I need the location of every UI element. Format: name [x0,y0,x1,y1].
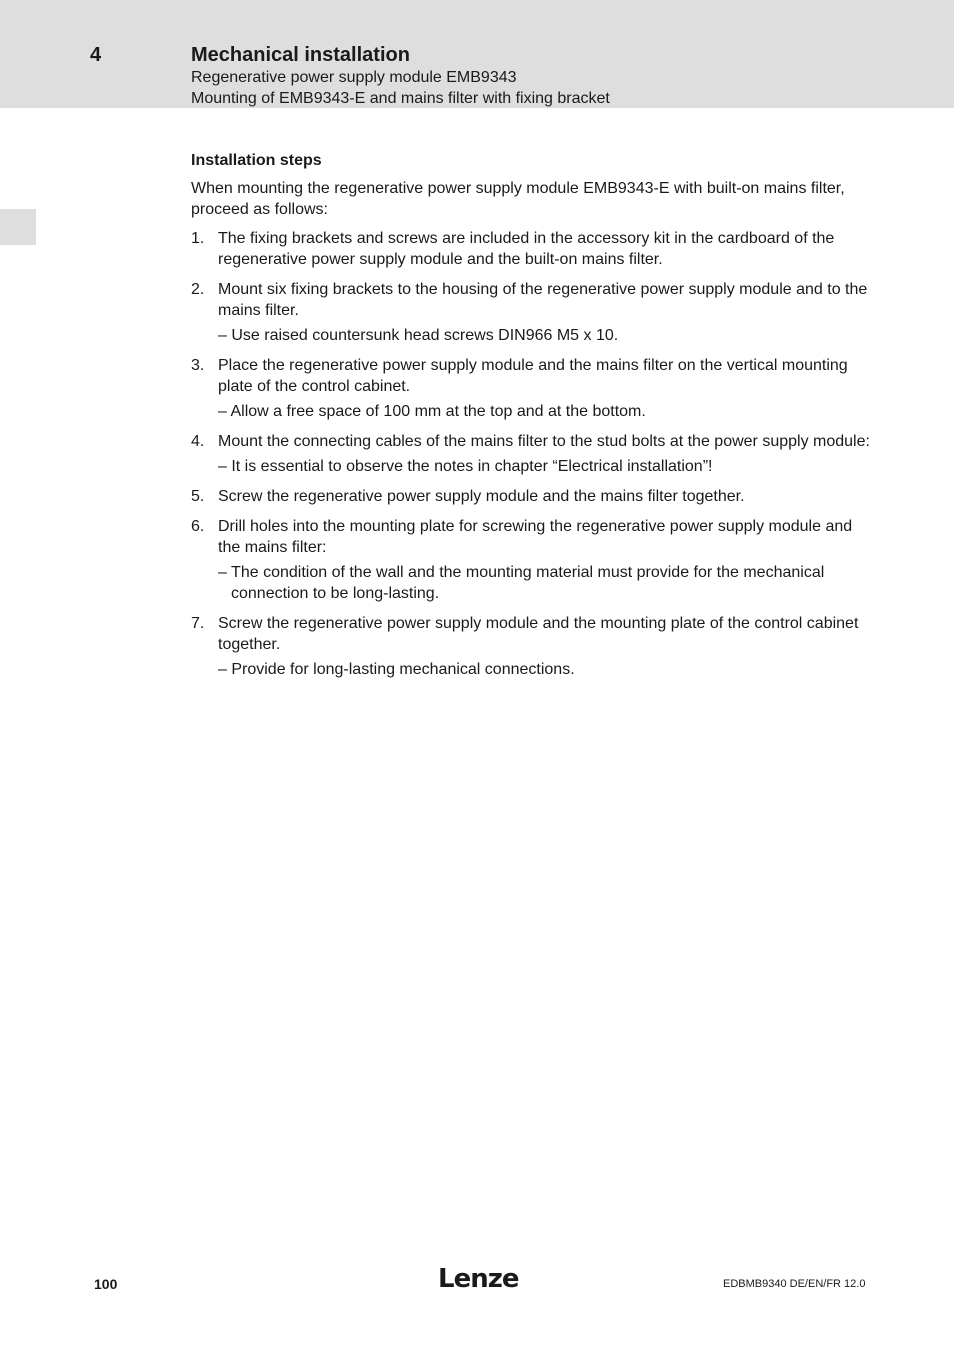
section-subtitle: Regenerative power supply module EMB9343 [191,69,517,86]
chapter-side-tab [0,209,36,245]
step-note: – The condition of the wall and the mounting material must provide for the mechanical connection to be long-lasting. [218,564,825,602]
page-number: 100 [94,1276,118,1292]
intro-paragraph: When mounting the regenerative power supply module EMB9343-E with built-on mains filter, proceed as follows: [191,180,845,218]
list-item [191,516,871,604]
lenze-logo: Lenze [438,1264,519,1294]
step-note: – Provide for long-lasting mechanical connections. [218,661,575,678]
step-text: Place the regenerative power supply module and the mains filter on the vertical mounting plate of the control cabinet. [218,357,848,395]
section-heading: Installation steps [191,152,322,169]
step-number: 5. [191,488,205,505]
step-text: Mount the connecting cables of the mains filter to the stud bolts at the power supply module: [218,433,870,450]
step-text: The fixing brackets and screws are included in the accessory kit in the cardboard of the regenerative power supply module and the built-on mains filter. [218,230,835,268]
step-number: 4. [191,433,205,450]
list-item [191,431,871,477]
step-number: 6. [191,518,205,535]
step-number: 3. [191,357,205,374]
step-note: – Allow a free space of 100 mm at the top and at the bottom. [218,403,646,420]
step-note: – Use raised countersunk head screws DIN966 M5 x 10. [218,327,619,344]
step-number: 2. [191,281,205,298]
step-number: 7. [191,615,205,632]
step-text: Screw the regenerative power supply module and the mains filter together. [218,488,745,505]
chapter-number: 4 [90,44,102,66]
step-text: Drill holes into the mounting plate for screwing the regenerative power supply module and the mains filter: [218,518,853,556]
list-item [191,228,871,270]
list-item [191,355,871,422]
step-note: – It is essential to observe the notes in chapter “Electrical installation”! [218,458,713,475]
chapter-title: Mechanical installation [191,44,410,66]
installation-steps-list [191,228,871,680]
list-item [191,486,871,507]
subsection-subtitle: Mounting of EMB9343-E and mains filter with fixing bracket [191,90,610,107]
list-item [191,279,871,346]
step-text: Screw the regenerative power supply module and the mounting plate of the control cabinet together. [218,615,859,653]
step-text: Mount six fixing brackets to the housing of the regenerative power supply module and to the mains filter. [218,281,868,319]
main-content [191,150,871,689]
document-id: EDBMB9340 DE/EN/FR 12.0 [723,1278,866,1290]
list-item [191,613,871,680]
step-number: 1. [191,230,205,247]
